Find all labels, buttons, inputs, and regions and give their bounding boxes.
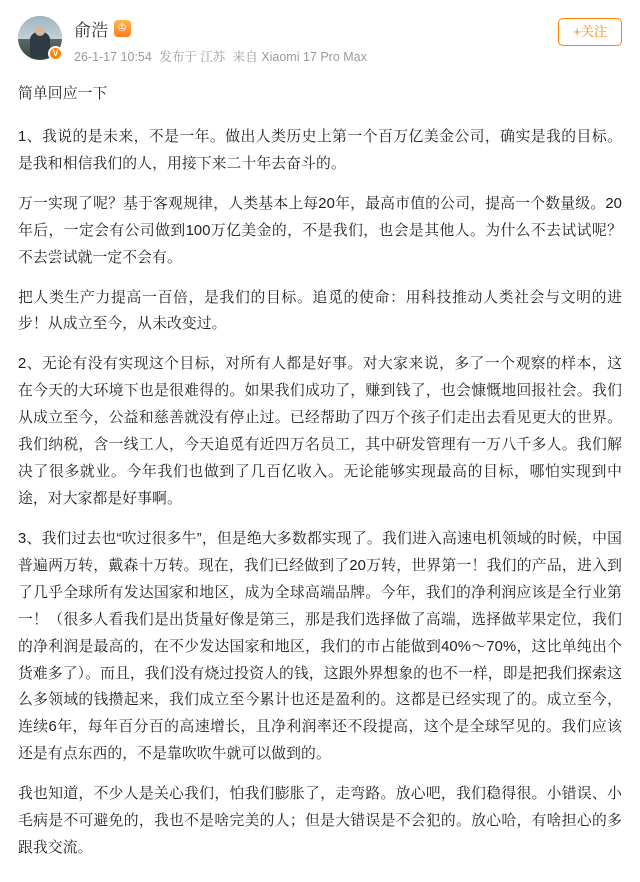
avatar[interactable] bbox=[18, 16, 62, 60]
author-nickname[interactable]: 俞浩 bbox=[74, 21, 109, 40]
medal-icon: ♔ bbox=[114, 20, 131, 37]
post-paragraph: 我也知道，不少人是关心我们，怕我们膨胀了，走弯路。放心吧，我们稳得很。小错误、小毛病是不可避免的，我也不是啥完美的人；但是大错误是不会犯的。放心哈，有啥担心的多跟我交流。 bbox=[18, 786, 622, 857]
author-name-row bbox=[74, 16, 622, 41]
post-header bbox=[18, 14, 622, 65]
post-paragraph: 万一实现了呢？基于客观规律，人类基本上每20年，最高市值的公司，提高一个数量级。20年后，一定会有公司做到100万亿美金的，不是我们，也会是其他人。为什么不去试试呢？不去尝试就一定不会有。 bbox=[18, 195, 622, 266]
post-paragraph: 简单回应一下 bbox=[18, 86, 108, 102]
post-paragraph: 2、无论有没有实现这个目标，对所有人都是好事。对大家来说，多了一个观察的样本，这在今天的大环境下也是很难得的。如果我们成功了，赚到钱了，也会慷慨地回报社会。我们从成立至今，公益和慈善就没有停止过。已经帮助了四万个孩子们走出去看见更大的世界。我们纳税，含一线工人，今天追觅有近四万名员工，其中研发管理有一万八千多人。我们解决了很多就业。今年我们也做到了几百亿收入。无论能够实现最高的目标，哪怕实现到中途，对大家都是好事啊。 bbox=[18, 356, 622, 507]
verified-badge-icon: V bbox=[48, 46, 63, 61]
post-timestamp: 26-1-17 10:54 bbox=[74, 50, 152, 64]
follow-button[interactable]: +关注 bbox=[558, 18, 622, 46]
post-paragraph: 1、我说的是未来，不是一年。做出人类历史上第一个百万亿美金公司，确实是我的目标。是我和相信我们的人，用接下来二十年去奋斗的。 bbox=[18, 128, 622, 172]
author-meta bbox=[74, 14, 622, 65]
post-location: 发布于 江苏 bbox=[159, 50, 226, 64]
post-paragraph: 3、我们过去也“吹过很多牛”，但是绝大多数都实现了。我们进入高速电机领域的时候，中国普遍两万转，戴森十万转。现在，我们已经做到了20万转，世界第一！我们的产品，进入到了几乎全球所有发达国家和地区，成为全球高端品牌。今年，我们的净利润应该是全行业第一！（很多人看我们是出货量好像是第三，那是我们选择做了高端，选择做苹果定位，我们的净利润是最高的，在不少发达国家和地区，我们的市占能做到40%～70%，这比单纯出个货难多了）。而且，我们没有烧过投资人的钱，这跟外界想象的也不一样，即是把我们探索这么多领域的钱攒起来，我们成立至今累计也还是盈利的。这都是已经实现了的。成立至今，连续6年，每年百分百的高速增长，且净利润率还不段提高，这个是全球罕见的。我们应该还是有点东西的，不是靠吹吹牛就可以做到的。 bbox=[18, 530, 622, 763]
post-paragraph: 把人类生产力提高一百倍，是我们的目标。追觅的使命：用科技推动人类社会与文明的进步！从成立至今，从未改变过。 bbox=[18, 289, 622, 333]
post-content bbox=[18, 81, 622, 862]
post-meta-row bbox=[74, 47, 622, 65]
post-device-source: 来自 Xiaomi 17 Pro Max bbox=[232, 50, 367, 64]
avatar-head-shape bbox=[35, 26, 45, 36]
